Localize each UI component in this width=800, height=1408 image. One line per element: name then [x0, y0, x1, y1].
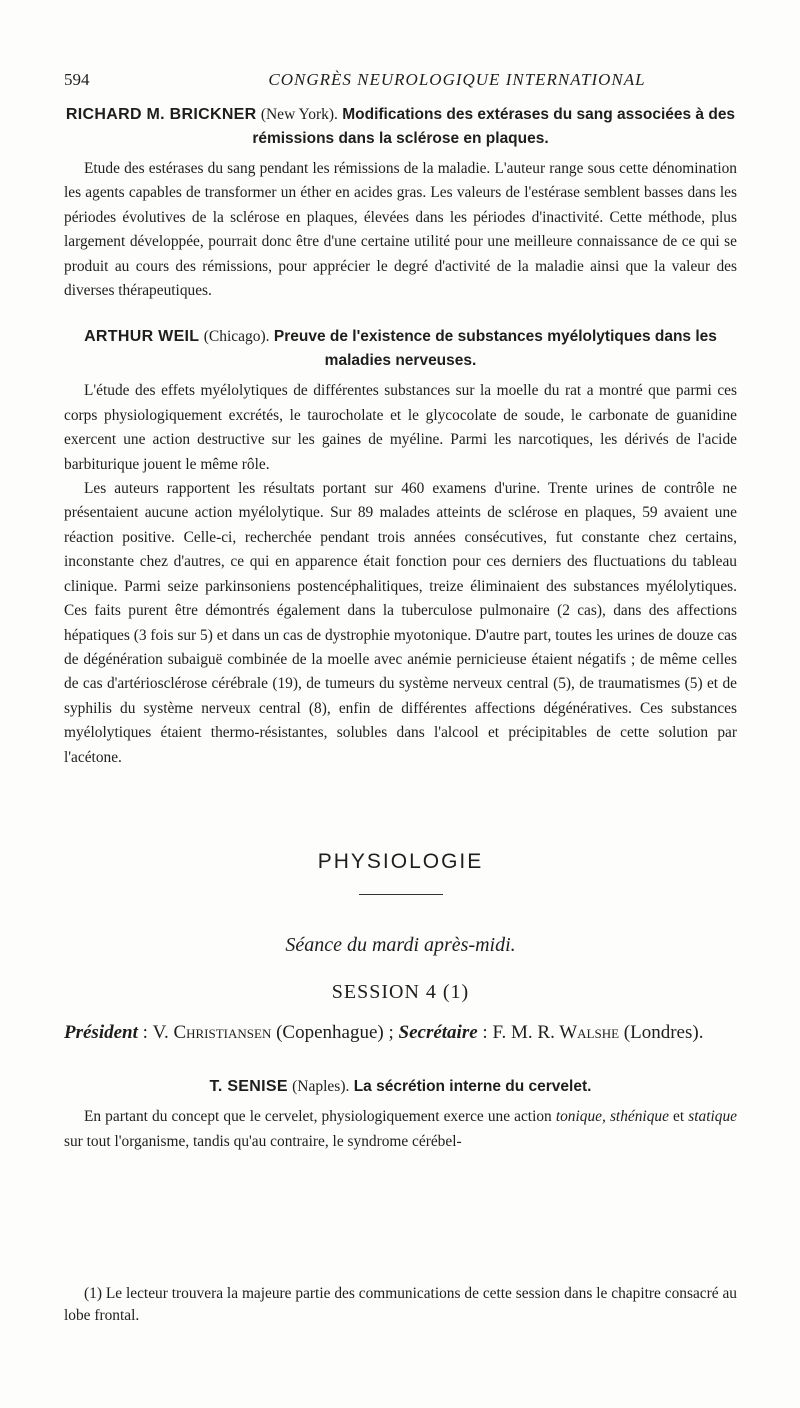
article-paragraph: Les auteurs rapportent les résultats portant sur 460 examens d'urine. Trente urines de contrôle ne présentaient aucune action myélolytique. Sur 89 malades atteints de sclérose en plaques, 59 avaient une réaction positive. Celle-ci, recherchée pendant trois années consécutives, fut constante chez certains, inconstante chez d'autres, ce qui en apparence était fonction pour ces derniers des fluctuations du tableau clinique. Parmi seize parkinsoniens postencéphalitiques, treize éliminaient des substances myélolytiques. Ces faits purent être démontrés également dans la tuberculose pulmonaire (2 cas), dans des affections hépatiques (3 fois sur 5) et dans un cas de dystrophie myotonique. D'autre part, toutes les urines de douze cas de dégénération subaiguë combinée de la moelle avec anémie pernicieuse étaient négatifs ; de même celles de cas d'artériosclérose cérébrale (19), de tumeurs du système nerveux central (5), de traumatismes (5) et de syphilis du système nerveux central (8), enfin de différentes affections dégénératives. Ces substances myélolytiques étaient thermo-résistantes, solubles dans l'alcool et précipitables de cette solution par l'acétone. [64, 480, 737, 766]
secretary-label: Secrétaire [398, 1022, 478, 1044]
officers-separator: ; [388, 1022, 394, 1044]
page-content [64, 103, 737, 1154]
article-title: Modifications des extérases du sang associées à des rémissions dans la sclérose en plaques. [252, 106, 736, 147]
section-divider [359, 894, 443, 895]
running-title: CONGRÈS NEUROLOGIQUE INTERNATIONAL [268, 70, 646, 89]
article-heading [64, 325, 737, 373]
secretary-name: F. M. R. Walshe [492, 1022, 620, 1044]
article-paragraph: L'étude des effets myélolytiques de différentes substances sur la moelle du rat a montré que parmi ces corps physiologiquement excrétés, le taurocholate et le glycocolate de soude, le carbonate de guanidine exercent une action destructive sur les gaines de myéline. Parmi les narcotiques, les dérivés de l'acide barbiturique jouent le même rôle. [64, 382, 737, 473]
session-title: SESSION 4 (1) [331, 980, 470, 1003]
italic-term: sthénique [609, 1108, 669, 1126]
president-name: V. Christiansen [152, 1022, 272, 1044]
italic-term: tonique, [555, 1108, 606, 1126]
president-city: (Copenhague) [276, 1022, 384, 1044]
article-city: (New York). [260, 106, 338, 123]
footnote [64, 1283, 737, 1327]
page-number: 594 [64, 70, 90, 89]
article-author: T. SENISE [209, 1078, 288, 1096]
text-segment: sur tout l'organisme, tandis qu'au contraire, le syndrome cérébel- [64, 1132, 462, 1150]
session-subtitle: Séance du mardi après-midi. [285, 934, 516, 957]
article-heading [64, 103, 737, 151]
article-title: Preuve de l'existence de substances myélolytiques dans les maladies nerveuses. [273, 328, 717, 370]
article-paragraph [64, 1105, 737, 1154]
text-segment: et [673, 1108, 685, 1126]
article-title: La sécrétion interne du cervelet. [353, 1078, 592, 1096]
session-officers: Président : V. Christiansen (Copenhague) ; Secrétaire : F. M. R. Walshe (Londres). [64, 1022, 704, 1044]
secretary-city: (Londres). [623, 1022, 704, 1044]
article-city: (Naples). [292, 1078, 350, 1096]
article-city: (Chicago). [203, 328, 270, 346]
article-author: ARTHUR WEIL [84, 328, 200, 346]
article-weil [64, 325, 737, 770]
page-header [64, 70, 740, 94]
president-label: Président [64, 1022, 138, 1044]
article-author: RICHARD M. BRICKNER [65, 106, 257, 123]
article-brickner [64, 103, 737, 303]
italic-term: statique [688, 1108, 737, 1126]
text-segment: En partant du concept que le cervelet, physiologiquement exerce une action [84, 1108, 552, 1126]
article-heading [64, 1075, 737, 1099]
article-senise [64, 1075, 737, 1154]
footnote-text: (1) Le lecteur trouvera la majeure partie des communications de cette session dans le chapitre consacré au lobe frontal. [64, 1285, 737, 1324]
article-paragraph: Etude des estérases du sang pendant les rémissions de la maladie. L'auteur range sous cette dénomination les agents capables de transformer un éther en acides gras. Les valeurs de l'estérase semblent basses dans les périodes évolutives de la sclérose en plaques, élevées dans les périodes d'inactivité. Cette méthode, plus largement développée, pourrait donc être d'une certaine utilité pour une meilleure connaissance de ce qui se produit au cours des rémissions, pour apprécier le degré d'activité de la maladie ainsi que la valeur des diverses thérapeutiques. [64, 160, 737, 300]
section-heading: PHYSIOLOGIE [317, 849, 484, 873]
